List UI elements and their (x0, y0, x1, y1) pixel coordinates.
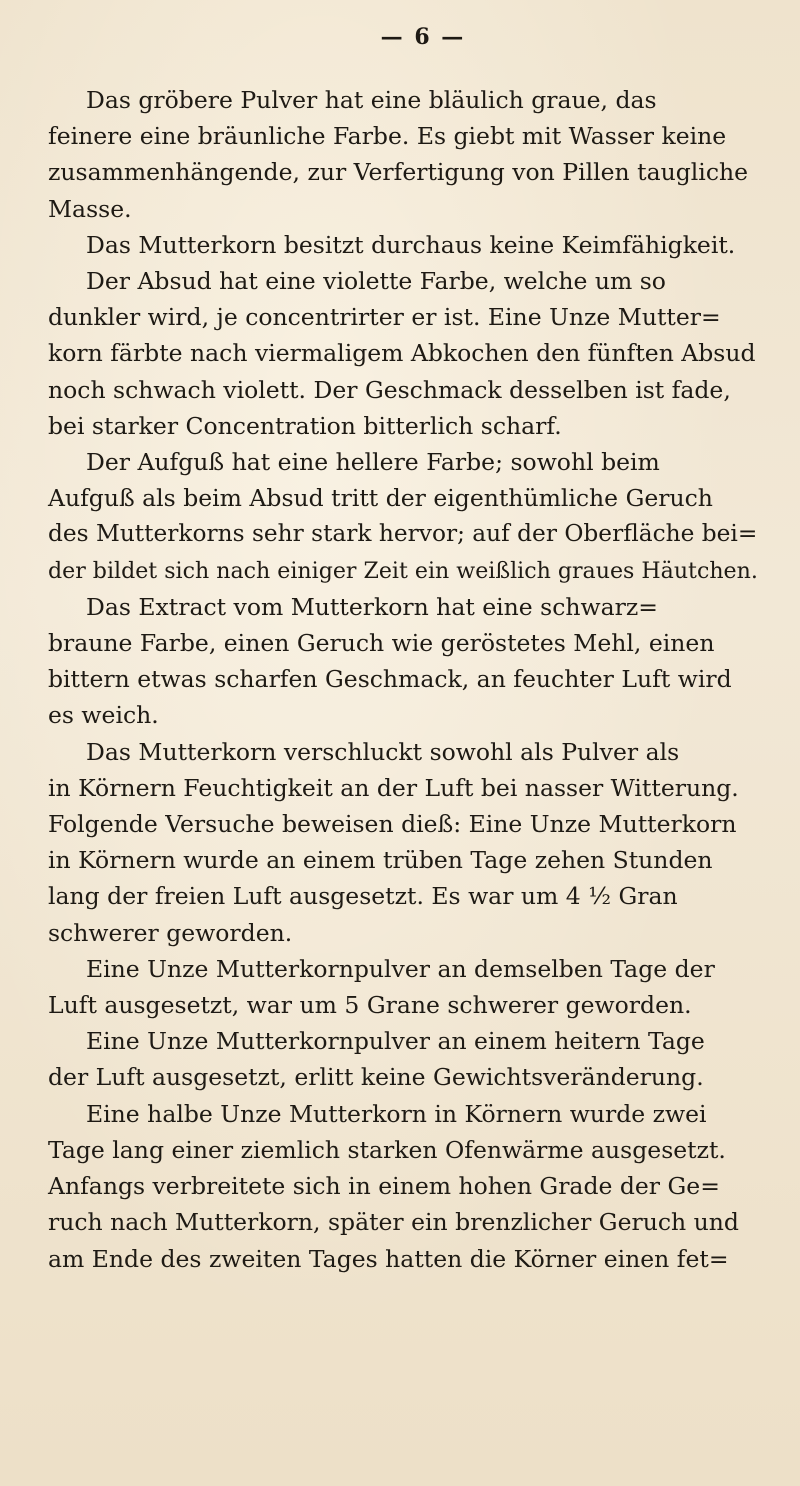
paragraph (48, 444, 758, 589)
text-line: bittern etwas scharfen Geschmack, an feuchter Luft wird (48, 665, 732, 694)
text-line: Eine Unze Mutterkornpulver an einem heitern Tage (86, 1027, 705, 1056)
paragraph (48, 1096, 758, 1277)
text-line: Eine halbe Unze Mutterkorn in Körnern wurde zwei (86, 1099, 707, 1128)
text-line: Tage lang einer ziemlich starken Ofenwärme ausgesetzt. (48, 1135, 726, 1164)
text-line: feinere eine bräunliche Farbe. Es giebt mit Wasser keine (48, 122, 727, 151)
text-line: Aufguß als beim Absud tritt der eigenthümliche Geruch (48, 484, 713, 513)
text-line: Das gröbere Pulver hat eine bläulich graue, das (86, 86, 657, 114)
paragraph (48, 1023, 758, 1095)
text-line: Das Extract vom Mutterkorn hat eine schwarz= (86, 592, 658, 621)
text-line: Anfangs verbreitete sich in einem hohen Grade der Ge= (48, 1172, 720, 1201)
paragraph (48, 734, 758, 951)
text-line: Masse. (48, 194, 132, 223)
text-line: zusammenhängende, zur Verfertigung von Pillen taugliche (48, 158, 749, 187)
text-line: in Körnern wurde an einem trüben Tage zehen Stunden (48, 846, 713, 875)
text-line: lang der freien Luft ausgesetzt. Es war um 4 ½ Gran (48, 882, 678, 911)
text-body (48, 82, 758, 1277)
text-line: Der Aufguß hat eine hellere Farbe; sowohl beim (86, 448, 660, 477)
text-line: korn färbte nach viermaligem Abkochen den fünften Absud (48, 339, 756, 368)
text-line: noch schwach violett. Der Geschmack desselben ist fade, (48, 375, 731, 404)
paragraph (48, 263, 758, 444)
text-line: es weich. (48, 701, 159, 730)
paragraph (48, 82, 758, 227)
text-line: in Körnern Feuchtigkeit an der Luft bei nasser Witterung. (48, 773, 739, 802)
text-line: am Ende des zweiten Tages hatten die Körner einen fet= (48, 1244, 729, 1273)
text-line: Luft ausgesetzt, war um 5 Grane schwerer geworden. (48, 991, 692, 1020)
text-line: Eine Unze Mutterkornpulver an demselben Tage der (86, 954, 715, 983)
page-number-header: — 6 — (380, 24, 466, 50)
text-line: Das Mutterkorn verschluckt sowohl als Pulver als (86, 737, 680, 766)
text-line: dunkler wird, je concentrirter er ist. Eine Unze Mutter= (48, 303, 721, 332)
text-line: Das Mutterkorn besitzt durchaus keine Keimfähigkeit. (86, 230, 736, 259)
text-line: Folgende Versuche beweisen dieß: Eine Unze Mutterkorn (48, 810, 737, 839)
paragraph (48, 589, 758, 734)
text-line: des Mutterkorns sehr stark hervor; auf der Oberfläche bei= (48, 520, 758, 548)
text-line: braune Farbe, einen Geruch wie geröstetes Mehl, einen (48, 629, 715, 658)
text-line: ruch nach Mutterkorn, später ein brenzlicher Geruch und (48, 1208, 739, 1237)
paragraph (48, 951, 758, 1023)
text-line: der Luft ausgesetzt, erlitt keine Gewichtsveränderung. (48, 1063, 704, 1092)
paragraph (48, 227, 758, 263)
text-line: bei starker Concentration bitterlich scharf. (48, 411, 562, 440)
text-line: der bildet sich nach einiger Zeit ein weißlich graues Häutchen. (48, 557, 758, 584)
text-line: schwerer geworden. (48, 918, 293, 947)
text-line: Der Absud hat eine violette Farbe, welche um so (86, 267, 666, 296)
